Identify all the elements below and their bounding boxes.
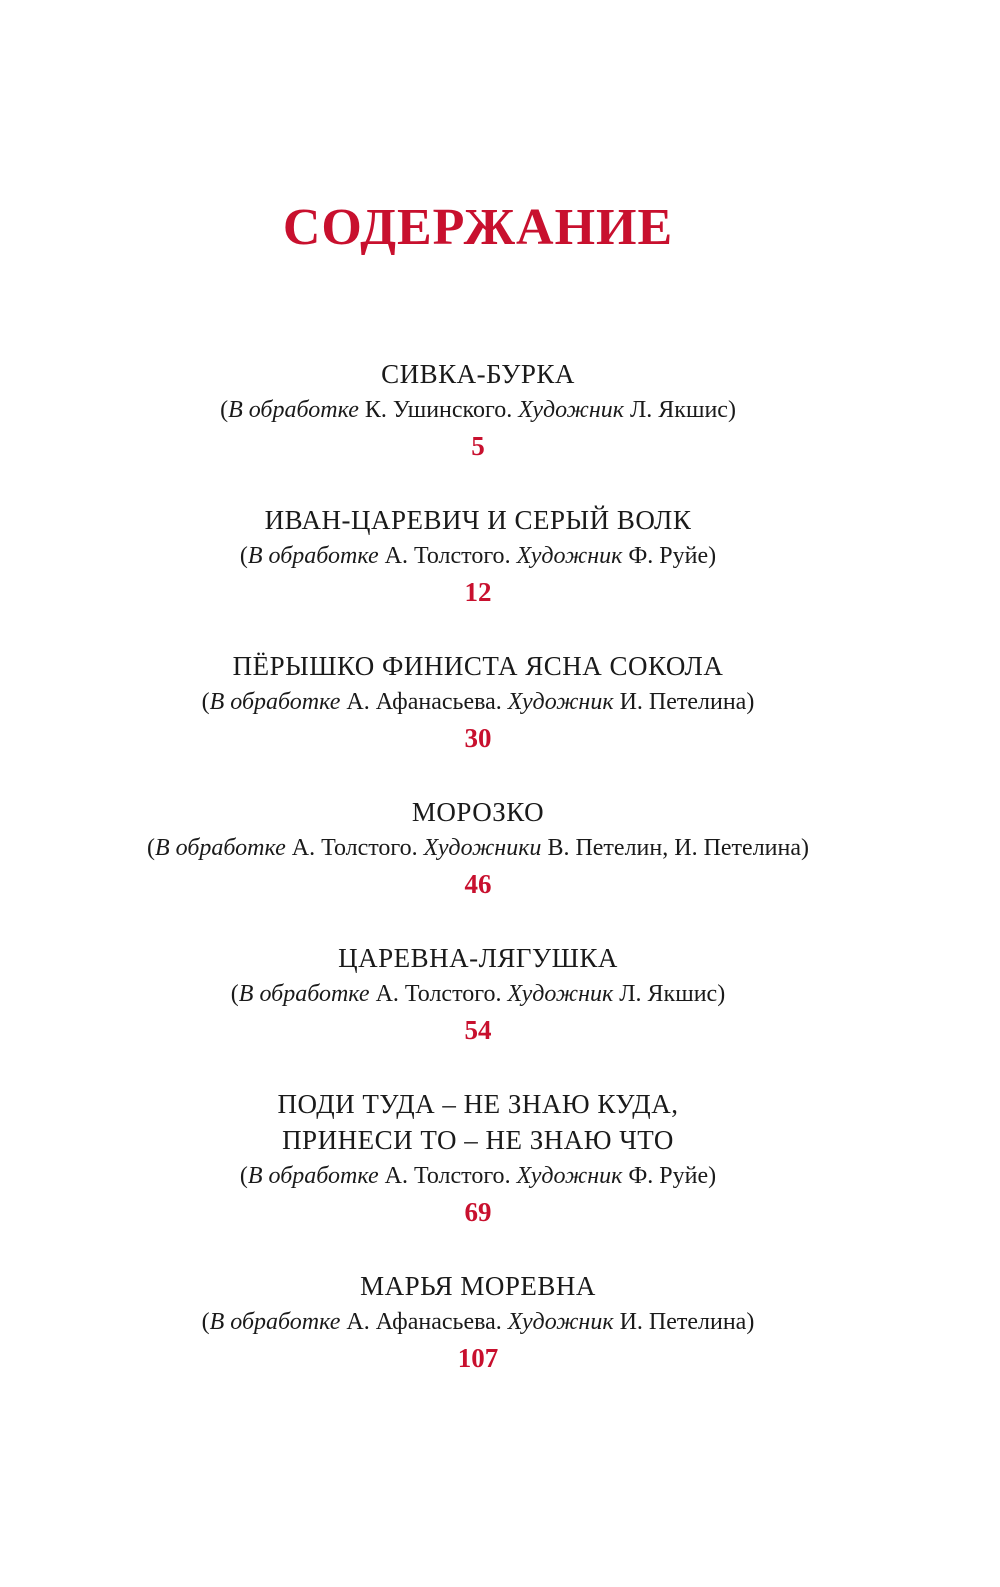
adapter-name: А. Афанасьева	[346, 689, 496, 715]
artist-name: Ф. Руйе	[628, 1163, 709, 1189]
entry-title: СИВКА-БУРКА	[381, 359, 575, 389]
artist-name: Л. Якшис	[630, 397, 728, 423]
toc-list	[0, 356, 956, 1414]
artist-label: Художник	[507, 689, 614, 715]
adapter-name: А. Толстого	[384, 1163, 505, 1189]
artist-label: Художник	[516, 1163, 623, 1189]
adapter-name: А. Афанасьева	[346, 1309, 496, 1335]
adapter-name: А. Толстого	[291, 835, 412, 861]
artist-label: Художник	[516, 543, 623, 569]
toc-entry	[0, 940, 956, 1048]
entry-title: ЦАРЕВНА-ЛЯГУШКА	[338, 943, 618, 973]
adaptation-label: В обработке	[154, 835, 286, 861]
artist-label: Художники	[423, 835, 542, 861]
toc-entry	[0, 356, 956, 464]
entry-credit: (В обработке А. Афанасьева. Художник И. Петелина)	[201, 689, 755, 715]
adaptation-label: В обработке	[209, 1309, 341, 1335]
toc-entry	[0, 794, 956, 902]
entry-credit: (В обработке А. Толстого. Художники В. Петелин, И. Петелина)	[146, 835, 810, 861]
entry-credit: (В обработке А. Толстого. Художник Л. Якшис)	[230, 981, 726, 1007]
entry-title: ИВАН-ЦАРЕВИЧ И СЕРЫЙ ВОЛК	[264, 505, 692, 535]
adaptation-label: В обработке	[247, 543, 379, 569]
adapter-name: К. Ушинского	[364, 397, 507, 423]
page-number: 54	[464, 1015, 492, 1045]
artist-label: Художник	[518, 397, 625, 423]
entry-title: МОРОЗКО	[411, 797, 545, 827]
adaptation-label: В обработке	[228, 397, 359, 423]
entry-title: МАРЬЯ МОРЕВНА	[360, 1271, 596, 1301]
page-number: 46	[464, 869, 492, 899]
toc-entry	[0, 648, 956, 756]
page-number: 107	[457, 1343, 499, 1373]
entry-title: ПРИНЕСИ ТО – НЕ ЗНАЮ ЧТО	[282, 1125, 674, 1155]
adapter-name: А. Толстого	[375, 981, 496, 1007]
adaptation-label: В обработке	[209, 689, 341, 715]
artist-name: И. Петелина	[619, 689, 747, 715]
page-number: 5	[471, 431, 485, 461]
page-number: 69	[464, 1197, 492, 1227]
adapter-name: А. Толстого	[384, 543, 505, 569]
page-title: СОДЕРЖАНИЕ	[282, 199, 674, 256]
toc-entry	[0, 502, 956, 610]
artist-name: Ф. Руйе	[628, 543, 709, 569]
toc-entry	[0, 1268, 956, 1376]
artist-label: Художник	[507, 1309, 614, 1335]
entry-credit: (В обработке А. Толстого. Художник Ф. Руйе)	[239, 1163, 717, 1189]
adaptation-label: В обработке	[238, 981, 370, 1007]
artist-name: В. Петелин, И. Петелина	[547, 835, 802, 861]
entry-credit: (В обработке А. Афанасьева. Художник И. Петелина)	[201, 1309, 755, 1335]
adaptation-label: В обработке	[247, 1163, 379, 1189]
artist-label: Художник	[507, 981, 614, 1007]
page-number: 30	[464, 723, 492, 753]
toc-entry	[0, 1086, 956, 1230]
entry-title: ПОДИ ТУДА – НЕ ЗНАЮ КУДА,	[277, 1089, 679, 1119]
artist-name: Л. Якшис	[619, 981, 718, 1007]
entry-credit: (В обработке К. Ушинского. Художник Л. Якшис)	[220, 397, 736, 423]
artist-name: И. Петелина	[619, 1309, 747, 1335]
entry-title: ПЁРЫШКО ФИНИСТА ЯСНА СОКОЛА	[232, 651, 724, 681]
page-number: 12	[464, 577, 492, 607]
entry-credit: (В обработке А. Толстого. Художник Ф. Руйе)	[239, 543, 717, 569]
